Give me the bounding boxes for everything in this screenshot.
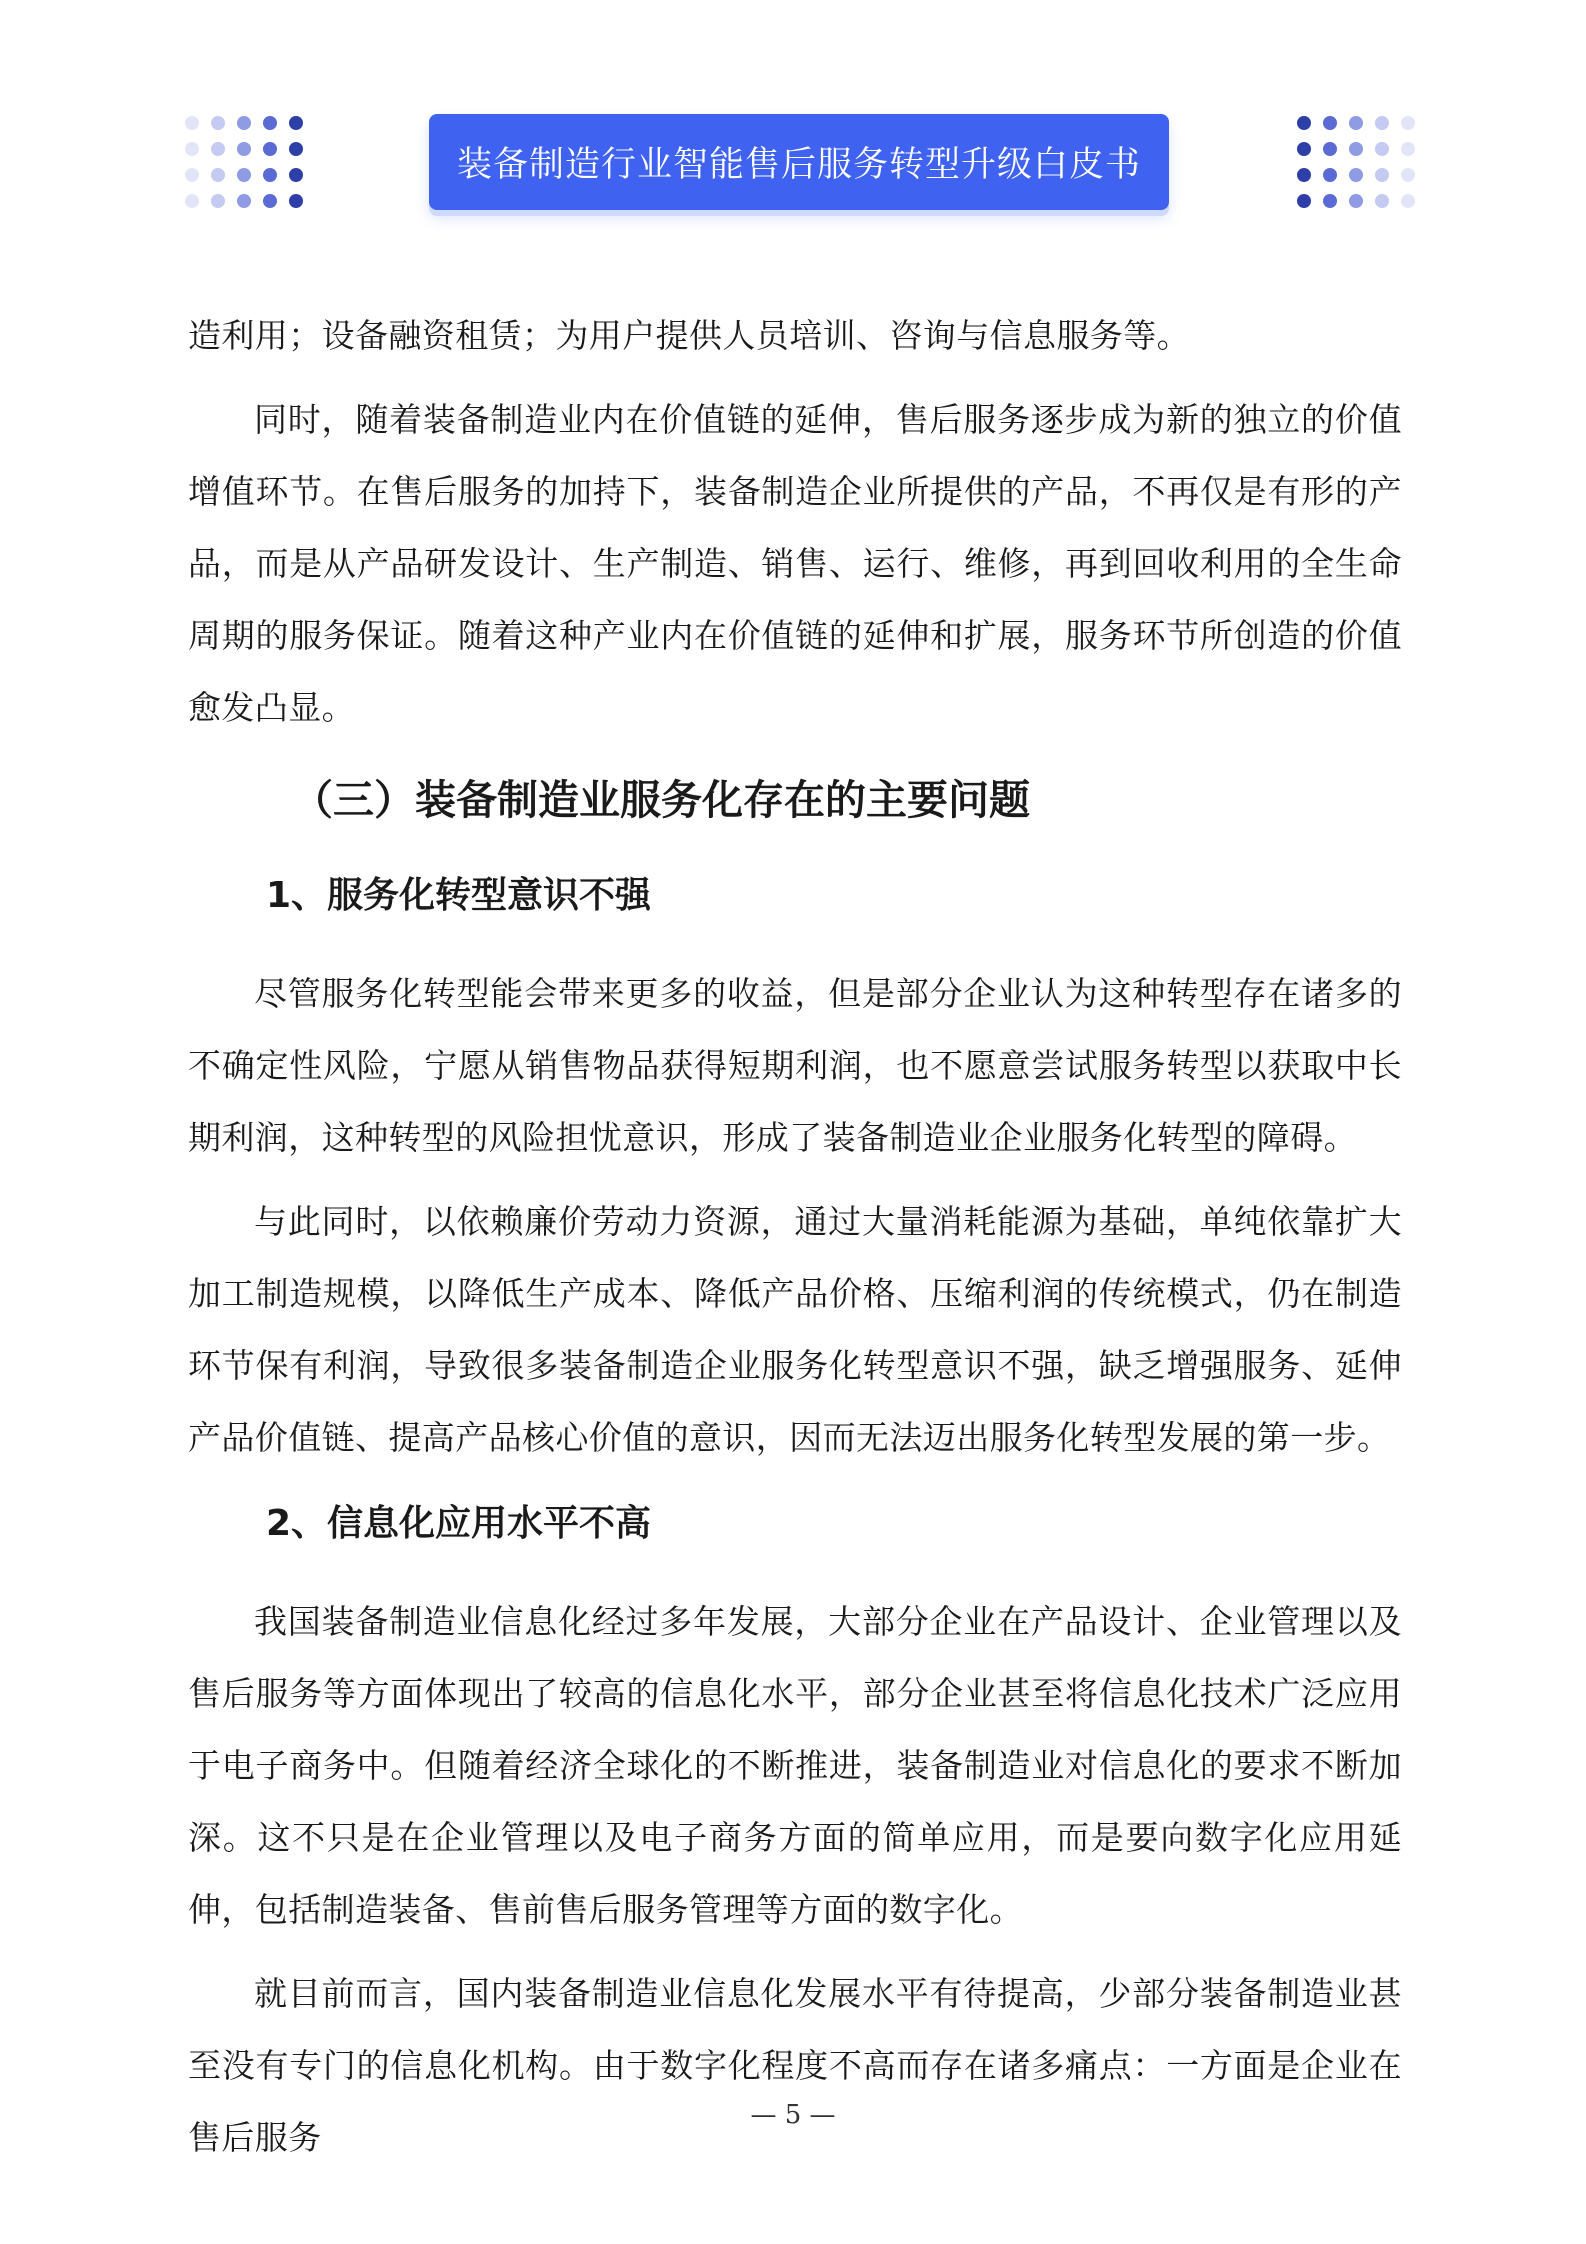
paragraph: 与此同时，以依赖廉价劳动力资源，通过大量消耗能源为基础，单纯依靠扩大加工制造规模，以降低生产成本、降低产品价格、压缩利润的传统模式，仍在制造环节保有利润，导致很多装备制造企业服务化转型意识不强，缺乏增强服务、延伸产品价值链、提高产品核心价值的意识，因而无法迈出服务化转型发展的第一步。 (188, 1202, 1402, 1457)
section-heading: （三）装备制造业服务化存在的主要问题 (292, 776, 1030, 824)
paragraph-continued: 造利用；设备融资租赁；为用户提供人员培训、咨询与信息服务等。 (188, 316, 1190, 355)
subsection-heading: 2、信息化应用水平不高 (266, 1503, 652, 1544)
document-body (188, 300, 1402, 2174)
page-number: — 5 — (750, 2100, 836, 2130)
header-title-badge (429, 114, 1169, 210)
paragraph: 尽管服务化转型能会带来更多的收益，但是部分企业认为这种转型存在诸多的不确定性风险，宁愿从销售物品获得短期利润，也不愿意尝试服务转型以获取中长期利润，这种转型的风险担忧意识，形成了装备制造业企业服务化转型的障碍。 (188, 974, 1402, 1157)
paragraph: 就目前而言，国内装备制造业信息化发展水平有待提高，少部分装备制造业甚至没有专门的信息化机构。由于数字化程度不高而存在诸多痛点：一方面是企业在售后服务 (188, 1974, 1402, 2157)
subsection-heading: 1、服务化转型意识不强 (266, 875, 652, 916)
paragraph: 同时，随着装备制造业内在价值链的延伸，售后服务逐步成为新的独立的价值增值环节。在售后服务的加持下，装备制造企业所提供的产品，不再仅是有形的产品，而是从产品研发设计、生产制造、销售、运行、维修，再到回收利用的全生命周期的服务保证。随着这种产业内在价值链的延伸和扩展，服务环节所创造的价值愈发凸显。 (188, 400, 1402, 727)
header-title: 装备制造行业智能售后服务转型升级白皮书 (456, 145, 1141, 185)
paragraph: 我国装备制造业信息化经过多年发展，大部分企业在产品设计、企业管理以及售后服务等方面体现出了较高的信息化水平，部分企业甚至将信息化技术广泛应用于电子商务中。但随着经济全球化的不断推进，装备制造业对信息化的要求不断加深。这不只是在企业管理以及电子商务方面的简单应用，而是要向数字化应用延伸，包括制造装备、售前售后服务管理等方面的数字化。 (188, 1602, 1402, 1929)
decorative-dots-right (1297, 116, 1415, 210)
decorative-dots-left (185, 116, 303, 210)
